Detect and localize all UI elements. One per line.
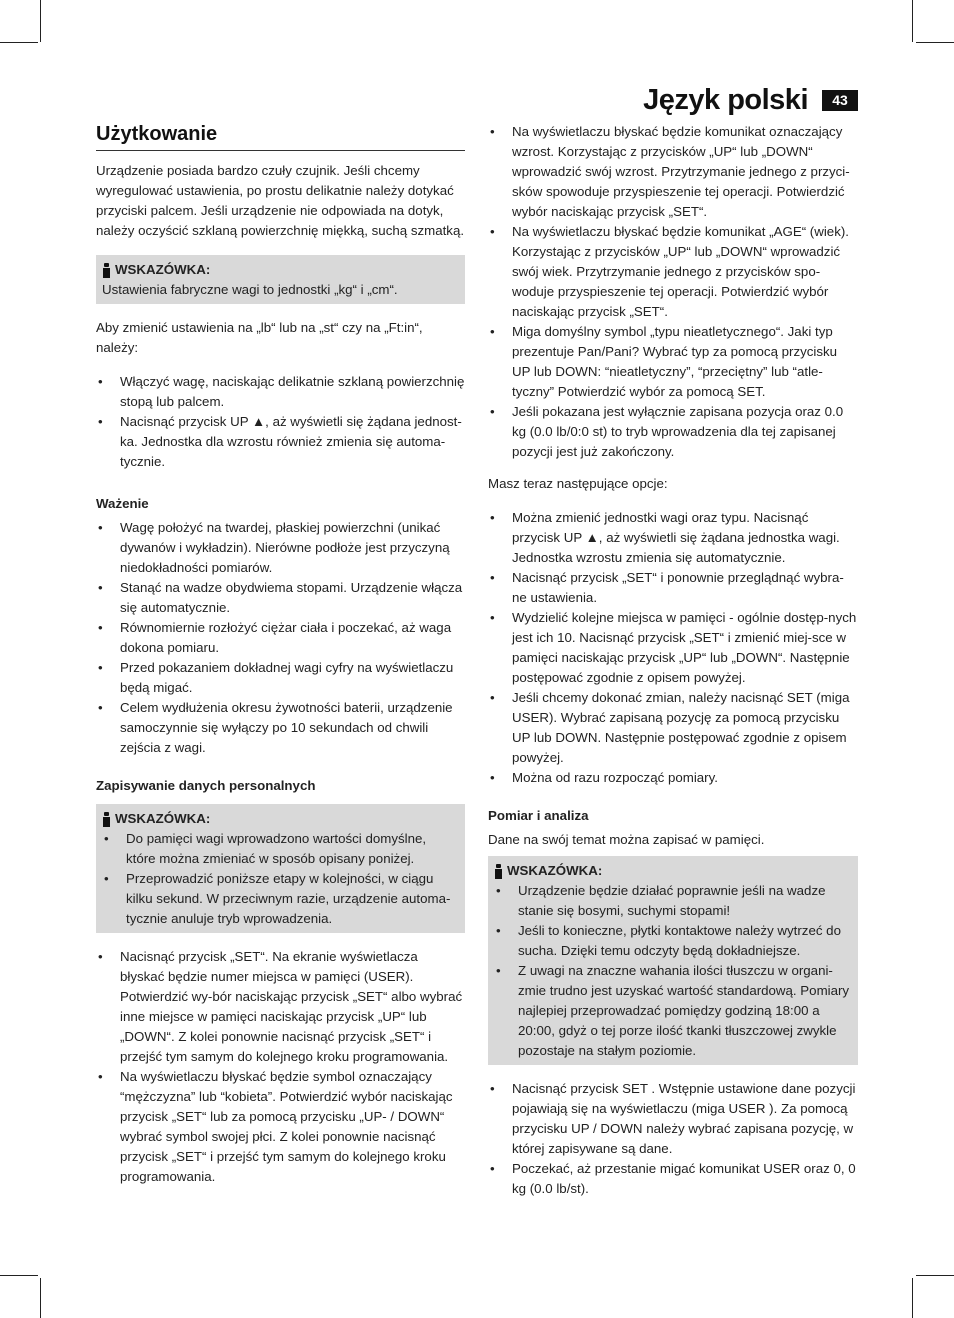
personal-heading: Zapisywanie danych personalnych xyxy=(96,778,316,793)
note-box xyxy=(96,804,465,933)
weighing-heading: Ważenie xyxy=(96,496,149,511)
list-item: • Na wyświetlaczu błyskać będzie symbol oznaczający “mężczyzna” lub “kobieta”. Potwierdzić wybór naciskając przycisk „SET“ lub za pomocą przycisku „UP- / DOWN“ wybrać symbol swojej płci. Z kolei ponownie nacisnąć przycisk „SET“ i przejść tym samym do kolejnego kroku programowania. xyxy=(96,1067,465,1187)
list-item: • Do pamięci wagi wprowadzono wartości domyślne, które można zmieniać w sposób opisany poniżej. xyxy=(102,829,459,869)
setup-list xyxy=(488,122,858,462)
list-item: • Nacisnąć przycisk „SET“ i ponownie przeglądnąć wybra-ne ustawienia. xyxy=(488,568,858,608)
list-item: • Nacisnąć przycisk UP ▲, aż wyświetli się żądana jednost-ka. Jednostka dla wzrostu również zmienia się automa-tycznie. xyxy=(96,412,465,472)
crop-mark xyxy=(0,42,38,43)
crop-mark xyxy=(912,0,913,42)
section-title: Użytkowanie xyxy=(96,118,465,151)
list-item: • Jeśli chcemy dokonać zmian, należy nacisnąć SET (miga USER). Wybrać zapisaną pozycję za pomocą przycisku UP lub DOWN. Następnie postępować zgodnie z opisem powyżej. xyxy=(488,688,858,768)
final-list xyxy=(488,1079,858,1199)
crop-mark xyxy=(40,1278,41,1318)
options-intro: Masz teraz następujące opcje: xyxy=(488,476,668,491)
note-list xyxy=(102,829,459,929)
crop-mark xyxy=(0,1275,38,1276)
crop-mark xyxy=(916,42,954,43)
list-item: • Poczekać, aż przestanie migać komunikat USER oraz 0, 0 kg (0.0 lb/st). xyxy=(488,1159,858,1199)
personal-list xyxy=(96,947,465,1187)
note-header xyxy=(102,809,459,829)
list-item: • Nacisnąć przycisk „SET“. Na ekranie wyświetlacza błyskać będzie numer miejsca w pamięci (USER). Potwierdzić wy-bór naciskając przycisk „SET“ albo wybrać inne miejsce w pamięci naciskając przycisk „UP“ lub „DOWN“. Z kolei ponownie nacisnąć przycisk „SET“ i przejść tym samym do kolejnego kroku programowania. xyxy=(96,947,465,1067)
note-list xyxy=(494,881,852,1061)
left-column xyxy=(96,118,465,1199)
units-intro: Aby zmienić ustawienia na „lb“ lub na „st“ czy na „Ft:in“, należy: xyxy=(96,320,423,355)
list-item: • Przeprowadzić poniższe etapy w kolejności, w ciągu kilku sekund. W przeciwnym razie, urządzenie automa-tycznie anuluje tryb wprowadzenia. xyxy=(102,869,459,929)
list-item: • Wagę położyć na twardej, płaskiej powierzchni (unikać dywanów i wykładzin). Nierówne podłoże jest przyczyną niedokładności pomiarów. xyxy=(96,518,465,578)
crop-mark xyxy=(916,1275,954,1276)
intro-paragraph: Urządzenie posiada bardzo czuły czujnik. Jeśli chcemy wyregulować ustawienia, po prostu delikatnie należy dotykać przyciski palcem. Jeśli urządzenie nie odpowiada na dotyk, należy oczyścić szklaną powierzchnię miękką, suchą szmatką. xyxy=(96,163,465,238)
crop-mark xyxy=(912,1278,913,1318)
weighing-list xyxy=(96,518,465,758)
list-item: • Można zmienić jednostki wagi oraz typu. Nacisnąć przycisk UP ▲, aż wyświetli się żądana jednostka wagi. Jednostka wzrostu zmienia się automatycznie. xyxy=(488,508,858,568)
note-label: WSKAZÓWKA: xyxy=(507,863,603,878)
list-item: • Jeśli pokazana jest wyłącznie zapisana pozycja oraz 0.0 kg (0.0 lb/0:0 st) to tryb wprowadzenia dla tej zapisanej pozycji jest już zakończony. xyxy=(488,402,858,462)
analysis-heading: Pomiar i analiza xyxy=(488,808,589,823)
list-item: • Włączyć wagę, naciskając delikatnie szklaną powierzchnię stopą lub palcem. xyxy=(96,372,465,412)
info-icon xyxy=(494,864,504,879)
language-title: Język polski xyxy=(643,84,808,116)
options-list xyxy=(488,508,858,788)
note-box xyxy=(488,856,858,1065)
info-icon xyxy=(102,263,112,278)
list-item: • Jeśli to konieczne, płytki kontaktowe należy wytrzeć do sucha. Dzięki temu odczyty będą dokładniejsze. xyxy=(494,921,852,961)
list-item: • Nacisnąć przycisk SET . Wstępnie ustawione dane pozycji pojawiają się na wyświetlaczu (miga USER ). Za pomocą przycisku UP / DOWN należy wybrać zapisana pozycję, w której zapisywane są dane. xyxy=(488,1079,858,1159)
list-item: • Można od razu rozpocząć pomiary. xyxy=(488,768,858,788)
list-item: • Na wyświetlaczu błyskać będzie komunikat „AGE“ (wiek). Korzystając z przycisków „UP“ lub „DOWN“ wprowadzić swój wiek. Przytrzymanie jednego z przycisków spo-woduje przyspieszenie tej operacji. Potwierdzić wybór naciskając przycisk „SET“. xyxy=(488,222,858,322)
list-item: • Miga domyślny symbol „typu nieatletycznego“. Jaki typ prezentuje Pan/Pani? Wybrać typ za pomocą przycisku UP lub DOWN: “nieatletyczny”, “przeciętny” lub “atle-tyczny” Potwierdzić wybór za pomocą SET. xyxy=(488,322,858,402)
list-item: • Wydzielić kolejne miejsca w pamięci - ogólnie dostęp-nych jest ich 10. Nacisnąć przycisk „SET“ i zmienić miej-sce w pamięci naciskając przycisk „UP“ lub „DOWN“. Następnie postępować zgodnie z opisem powyżej. xyxy=(488,608,858,688)
right-column xyxy=(488,122,858,1211)
list-item: • Stanąć na wadze obydwiema stopami. Urządzenie włącza się automatycznie. xyxy=(96,578,465,618)
page-header xyxy=(643,84,858,117)
note-header xyxy=(494,861,852,881)
list-item: • Na wyświetlaczu błyskać będzie komunikat oznaczający wzrost. Korzystając z przycisków „UP“ lub „DOWN“ wprowadzić swój wzrost. Przytrzymanie jednego z przyci-sków spowoduje przyspieszenie tej operacji. Potwierdzić wybór naciskając przycisk „SET“. xyxy=(488,122,858,222)
page-number: 43 xyxy=(822,90,858,111)
units-list xyxy=(96,372,465,472)
list-item: • Urządzenie będzie działać poprawnie jeśli na wadze stanie się bosymi, suchymi stopami! xyxy=(494,881,852,921)
analysis-intro: Dane na swój temat można zapisać w pamięci. xyxy=(488,832,765,847)
list-item: • Przed pokazaniem dokładnej wagi cyfry na wyświetlaczu będą migać. xyxy=(96,658,465,698)
note-text: Ustawienia fabryczne wagi to jednostki „kg“ i „cm“. xyxy=(102,282,398,297)
note-label: WSKAZÓWKA: xyxy=(115,811,211,826)
list-item: • Równomiernie rozłożyć ciężar ciała i poczekać, aż waga dokona pomiaru. xyxy=(96,618,465,658)
note-label: WSKAZÓWKA: xyxy=(115,262,211,277)
note-box xyxy=(96,255,465,304)
list-item: • Celem wydłużenia okresu żywotności baterii, urządzenie samoczynnie się wyłączy po 10 sekundach od chwili zejścia z wagi. xyxy=(96,698,465,758)
list-item: • Z uwagi na znaczne wahania ilości tłuszczu w organi-zmie trudno jest uzyskać wartość standardową. Pomiary najlepiej przeprowadzać pomiędzy godziną 18:00 a 20:00, gdyż o tej porze ilość tkanki tłuszczowej zwykle pozostaje na stałym poziomie. xyxy=(494,961,852,1061)
crop-mark xyxy=(40,0,41,42)
info-icon xyxy=(102,812,112,827)
note-header xyxy=(102,260,459,280)
